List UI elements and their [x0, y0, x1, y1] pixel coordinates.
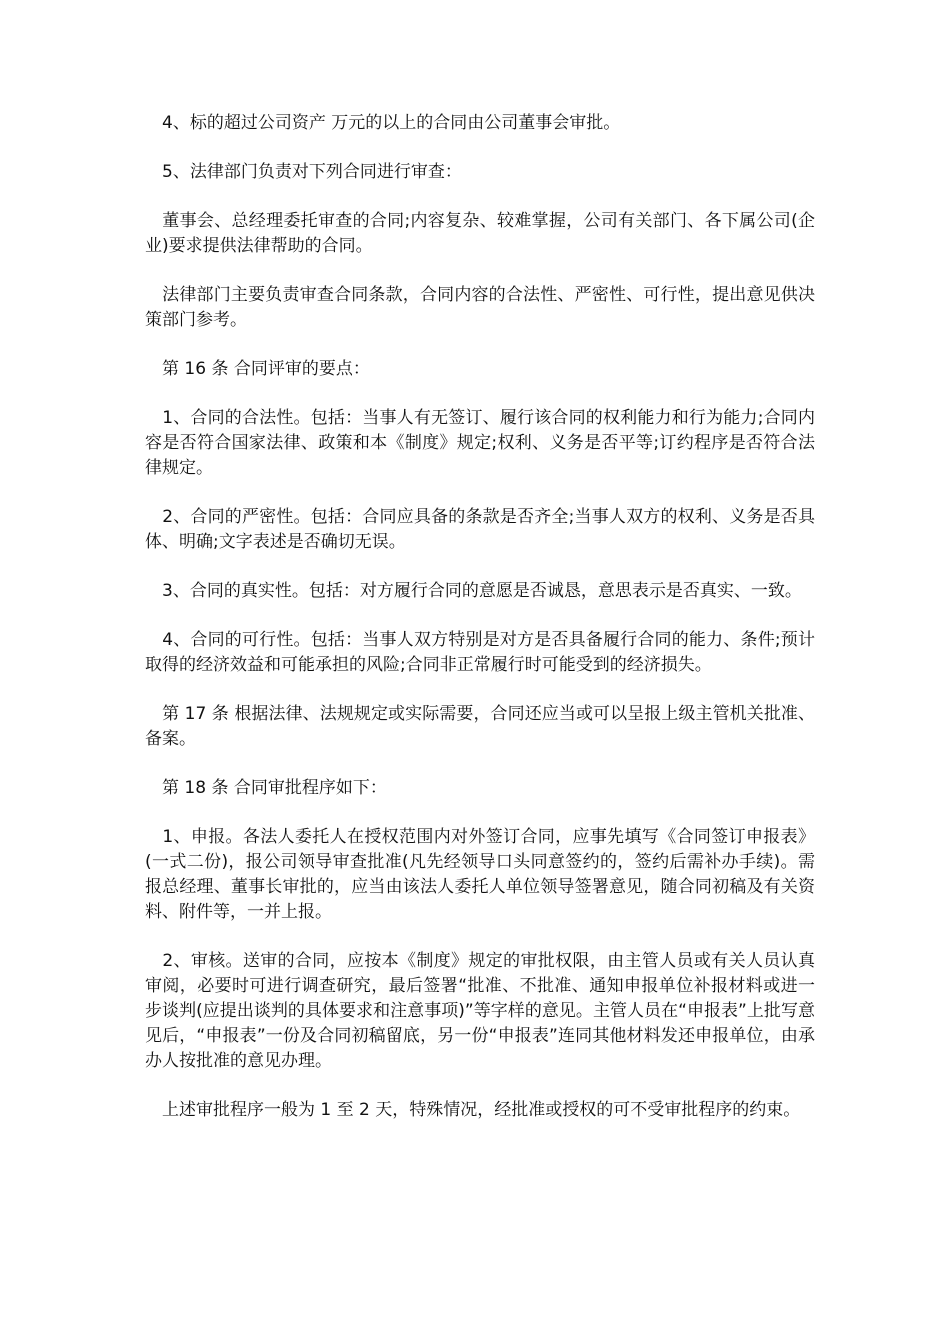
- paragraph-authenticity: 3、合同的真实性。包括：对方履行合同的意愿是否诚恳，意思表示是否真实、一致。: [145, 581, 802, 601]
- paragraph-feasibility: 4、合同的可行性。包括：当事人双方特别是对方是否具备履行合同的能力、条件;预计取得的经济效益和可能承担的风险;合同非正常履行时可能受到的经济损失。: [145, 630, 815, 675]
- paragraph-article-16: 第 16 条 合同评审的要点：: [145, 359, 370, 379]
- paragraph-legal-duties: 法律部门主要负责审查合同条款，合同内容的合法性、严密性、可行性，提出意见供决策部门参考。: [145, 285, 815, 330]
- paragraph-article-18: 第 18 条 合同审批程序如下：: [145, 778, 387, 798]
- paragraph-clause-4-approval: 4、标的超过公司资产 万元的以上的合同由公司董事会审批。: [145, 113, 621, 133]
- paragraph-rigor: 2、合同的严密性。包括：合同应具备的条款是否齐全;当事人双方的权利、义务是否具体、明确;文字表述是否确切无误。: [145, 507, 815, 552]
- document-body: [145, 111, 815, 1147]
- paragraph-legality: 1、合同的合法性。包括：当事人有无签订、履行该合同的权利能力和行为能力;合同内容是否符合国家法律、政策和本《制度》规定;权利、义务是否平等;订约程序是否符合法律规定。: [145, 408, 815, 478]
- paragraph-application: 1、申报。各法人委托人在授权范围内对外签订合同，应事先填写《合同签订申报表》(一式二份)，报公司领导审查批准(凡先经领导口头同意签约的，签约后需补办手续)。需报总经理、董事长审批的，应当由该法人委托人单位领导签署意见，随合同初稿及有关资料、附件等，一并上报。: [145, 827, 815, 922]
- paragraph-board-entrusted: 董事会、总经理委托审查的合同;内容复杂、较难掌握，公司有关部门、各下属公司(企业)要求提供法律帮助的合同。: [145, 211, 815, 256]
- paragraph-review: 2、审核。送审的合同，应按本《制度》规定的审批权限，由主管人员或有关人员认真审阅，必要时可进行调查研究，最后签署“批准、不批准、通知申报单位补报材料或进一步谈判(应提出谈判的具体要求和注意事项)”等字样的意见。主管人员在“申报表”上批写意见后，“申报表”一份及合同初稿留底，另一份“申报表”连同其他材料发还申报单位，由承办人按批准的意见办理。: [145, 951, 815, 1071]
- paragraph-article-17: 第 17 条 根据法律、法规规定或实际需要，合同还应当或可以呈报上级主管机关批准、备案。: [145, 704, 815, 749]
- paragraph-clause-5-legal-review: 5、法律部门负责对下列合同进行审查：: [145, 162, 462, 182]
- paragraph-timeline: 上述审批程序一般为 1 至 2 天，特殊情况，经批准或授权的可不受审批程序的约束。: [145, 1100, 801, 1120]
